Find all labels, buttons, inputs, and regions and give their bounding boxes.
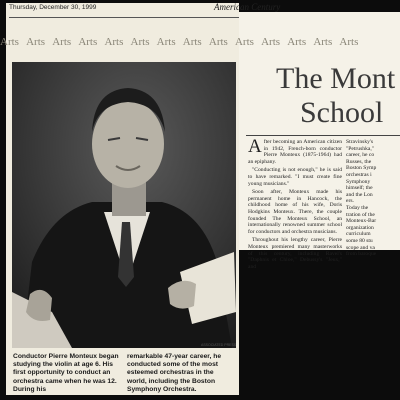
- article-line: and the Lon: [346, 191, 373, 198]
- arts-label: Arts: [0, 36, 19, 48]
- arts-label: Arts: [234, 36, 254, 48]
- article-paragraph: Soon after, Monteux made his permanent home in Hancock, the childhood home of his wife, Doris Hodgkins Monteux. There, the couple founded The Monteux School, an internationally renowned summer school for conductors and orchestra musicians.: [248, 189, 342, 235]
- article-headline-line1: The Mont: [276, 62, 396, 95]
- arts-label: Arts: [182, 36, 202, 48]
- article-line: Symphony: [346, 178, 371, 185]
- article-paragraph: fter becoming an American citizen in 1942, French-born conductor Pierre Monteux (1875-1964) had an epiphany.: [248, 139, 342, 165]
- photo-caption-col2: remarkable 47-year career, he conducted some of the most esteemed orchestras in the world, including the Boston Symphony Orchestra.: [127, 353, 222, 393]
- arts-label: Arts: [208, 36, 228, 48]
- conductor-portrait-photo: [12, 62, 236, 348]
- article-line: "Petrushka,": [346, 145, 375, 152]
- article-line: himself; the: [346, 185, 373, 192]
- arts-label: Arts: [78, 36, 98, 48]
- article-paragraph: Throughout his lengthy career, Pierre Monteux premiered many masterworks of this century, including Ravel's "Daphnis et Chloe," Debussy's "Jeux," and: [248, 237, 342, 270]
- header-rule: [9, 17, 239, 18]
- article-body-col2: [346, 139, 400, 258]
- arts-label: Arts: [287, 36, 307, 48]
- article-line: tration of the: [346, 211, 375, 218]
- article-line: orchestras i: [346, 171, 372, 178]
- arts-label: Arts: [339, 36, 359, 48]
- arts-label: Arts: [26, 36, 46, 48]
- arts-label: Arts: [104, 36, 124, 48]
- arts-label: Arts: [52, 36, 72, 48]
- headline-rule: [246, 135, 400, 136]
- arts-label: Arts: [156, 36, 176, 48]
- publication-title: American Century: [214, 2, 281, 12]
- article-line: Stravinsky's: [346, 139, 374, 145]
- arts-section-band: [0, 36, 400, 57]
- article-line: Monteux-Bar: [346, 218, 377, 225]
- article-line: Russes, the: [346, 158, 372, 165]
- article-line: Boston Symp: [346, 165, 377, 172]
- arts-label: Arts: [313, 36, 333, 48]
- article-line: Today the: [346, 204, 369, 211]
- article-paragraph: "Conducting is not enough," he is said to have remarked. "I must create fine young musicians.": [248, 167, 342, 187]
- article-line: organization: [346, 224, 374, 231]
- article-body-col1: [248, 136, 342, 270]
- article-headline-line2: School: [300, 96, 384, 129]
- article-line: from baroque: [346, 251, 377, 258]
- issue-date: Thursday, December 30, 1999: [9, 4, 97, 11]
- photo-caption-col1: Conductor Pierre Monteux began studying the violin at age 6. His first opportunity to conduct an orchestra came when he was 12. During his: [13, 353, 119, 393]
- drop-cap: A: [248, 136, 262, 157]
- article-line: career, he co: [346, 152, 375, 159]
- photo-credit: ASSOCIATED PRESS: [201, 343, 237, 347]
- article-line: scope and va: [346, 244, 375, 251]
- arts-label: Arts: [261, 36, 281, 48]
- article-line: curriculum: [346, 231, 371, 238]
- arts-label: Arts: [130, 36, 150, 48]
- article-line: ers.: [346, 198, 354, 205]
- article-line: some 80 stu: [346, 237, 373, 244]
